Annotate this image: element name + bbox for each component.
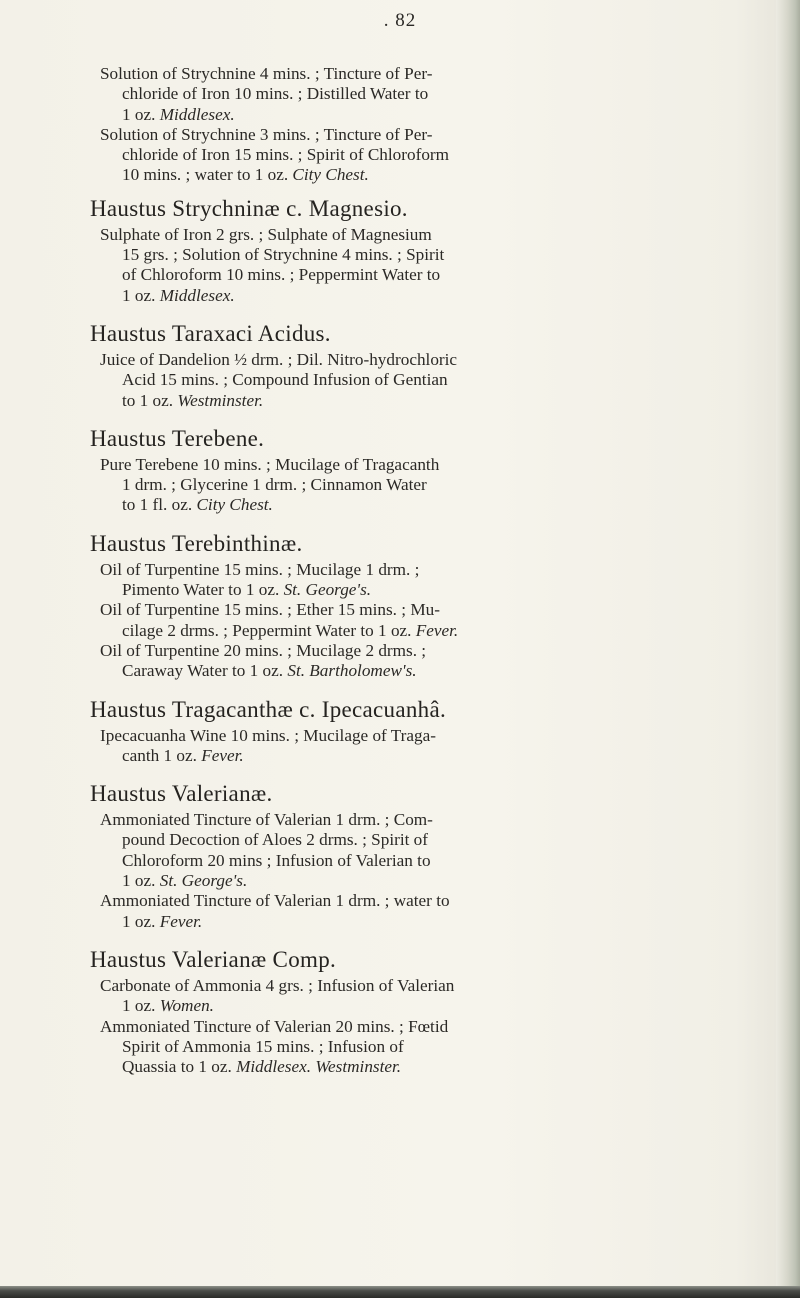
recipe-text: Chloroform 20 mins ; Infusion of Valerian to xyxy=(122,850,431,870)
recipe-line: Carbonate of Ammonia 4 grs. ; Infusion of Valerian xyxy=(100,975,455,995)
recipe-text: 1 oz. xyxy=(122,996,156,1016)
recipe-line-continued xyxy=(100,265,740,285)
recipe-text: 15 grs. ; Solution of Strychnine 4 mins. ; Spirit xyxy=(122,245,445,265)
recipe-text: Acid 15 mins. ; Compound Infusion of Gentian xyxy=(122,370,448,390)
hospital-source: Middlesex. xyxy=(159,104,235,124)
recipe-entry xyxy=(100,225,740,306)
recipe-text: Caraway Water to 1 oz. xyxy=(122,661,284,681)
recipe-entry xyxy=(100,64,740,125)
recipe-line-continued xyxy=(100,370,740,390)
hospital-source: St. George's. xyxy=(283,580,372,600)
recipe-entry xyxy=(100,810,740,891)
recipe-line-continued xyxy=(100,830,740,850)
recipe-line-continued xyxy=(100,1037,740,1057)
hospital-source: Fever. xyxy=(201,745,244,765)
recipe-entry xyxy=(100,560,740,601)
recipe-line: Ammoniated Tincture of Valerian 1 drm. ; Com- xyxy=(100,810,433,830)
recipe-line-continued xyxy=(100,912,740,932)
recipe-entry xyxy=(100,455,740,516)
hospital-source: St. Bartholomew's. xyxy=(287,661,417,681)
recipe-text: chloride of Iron 15 mins. ; Spirit of Chloroform xyxy=(122,145,449,165)
recipe-line-continued xyxy=(100,580,740,600)
hospital-source: City Chest. xyxy=(292,165,369,185)
recipe-line: Solution of Strychnine 3 mins. ; Tincture of Per- xyxy=(100,124,433,144)
recipe-line: Sulphate of Iron 2 grs. ; Sulphate of Magnesium xyxy=(100,224,432,244)
section-heading: Haustus Terebene. xyxy=(90,425,265,451)
recipe-line: Pure Terebene 10 mins. ; Mucilage of Tragacanth xyxy=(100,454,440,474)
recipe-line-continued xyxy=(100,245,740,265)
recipe-text: of Chloroform 10 mins. ; Peppermint Water to xyxy=(122,265,441,285)
recipe-line-continued xyxy=(100,84,740,104)
recipe-text: 1 oz. xyxy=(122,285,156,305)
recipe-line-continued xyxy=(100,621,740,641)
recipe-entry xyxy=(100,350,740,411)
section-heading: Haustus Tragacanthæ c. Ipecacuanhâ. xyxy=(90,696,447,722)
recipe-line-continued xyxy=(100,286,740,306)
recipe-text: Spirit of Ammonia 15 mins. ; Infusion of xyxy=(122,1036,404,1056)
recipe-text: pound Decoction of Aloes 2 drms. ; Spirit of xyxy=(122,830,429,850)
hospital-source: Women. xyxy=(159,996,214,1016)
recipe-line: Oil of Turpentine 15 mins. ; Ether 15 mins. ; Mu- xyxy=(100,600,440,620)
recipe-text: chloride of Iron 10 mins. ; Distilled Water to xyxy=(122,84,429,104)
recipe-entry xyxy=(100,641,740,682)
recipe-line: Ammoniated Tincture of Valerian 1 drm. ; water to xyxy=(100,891,450,911)
recipe-line: Solution of Strychnine 4 mins. ; Tincture of Per- xyxy=(100,64,433,83)
recipe-text: to 1 oz. xyxy=(122,390,174,410)
page-bottom-edge xyxy=(0,1286,800,1298)
section-heading: Haustus Valerianæ Comp. xyxy=(90,946,337,972)
hospital-source: Middlesex. xyxy=(159,285,235,305)
recipe-text: 1 oz. xyxy=(122,871,156,891)
page-number: . 82 xyxy=(383,10,417,31)
recipe-text: 1 oz. xyxy=(122,104,156,124)
recipe-entry xyxy=(100,600,740,641)
recipe-line: Ammoniated Tincture of Valerian 20 mins. ; Fœtid xyxy=(100,1016,449,1036)
section-heading: Haustus Strychninæ c. Magnesio. xyxy=(90,195,408,221)
section-heading: Haustus Terebinthinæ. xyxy=(90,530,303,556)
recipe-line-continued xyxy=(100,996,740,1016)
recipe-entry xyxy=(100,891,740,932)
recipe-text: to 1 fl. oz. xyxy=(122,495,193,515)
recipe-entry xyxy=(100,125,740,186)
recipe-text: Pimento Water to 1 oz. xyxy=(122,580,280,600)
recipe-line-continued xyxy=(100,661,740,681)
recipe-line-continued xyxy=(100,851,740,871)
hospital-source: Middlesex. Westminster. xyxy=(236,1057,402,1077)
hospital-source: Fever. xyxy=(159,911,203,931)
recipe-text: 1 drm. ; Glycerine 1 drm. ; Cinnamon Water xyxy=(122,475,427,495)
recipe-line-continued xyxy=(100,165,740,185)
recipe-entry xyxy=(100,1017,740,1078)
recipe-line-continued xyxy=(100,475,740,495)
hospital-source: Westminster. xyxy=(177,390,264,410)
recipe-line: Juice of Dandelion ½ drm. ; Dil. Nitro-hydrochloric xyxy=(100,349,458,369)
recipe-line: Oil of Turpentine 20 mins. ; Mucilage 2 drms. ; xyxy=(100,640,427,660)
hospital-source: Fever. xyxy=(415,620,459,640)
recipe-line: Oil of Turpentine 15 mins. ; Mucilage 1 drm. ; xyxy=(100,559,420,579)
recipe-line-continued xyxy=(100,391,740,411)
recipe-entry xyxy=(100,726,740,767)
recipe-text: 10 mins. ; water to 1 oz. xyxy=(122,165,289,185)
recipe-text: 1 oz. xyxy=(122,911,156,931)
hospital-source: City Chest. xyxy=(196,495,273,515)
page-content xyxy=(90,64,740,1077)
recipe-entry xyxy=(100,976,740,1017)
recipe-line: Ipecacuanha Wine 10 mins. ; Mucilage of Traga- xyxy=(100,725,436,745)
recipe-line-continued xyxy=(100,1057,740,1077)
section-heading: Haustus Valerianæ. xyxy=(90,781,273,807)
recipe-text: Quassia to 1 oz. xyxy=(122,1057,232,1077)
recipe-text: canth 1 oz. xyxy=(122,745,197,765)
recipe-line-continued xyxy=(100,495,740,515)
hospital-source: St. George's. xyxy=(159,871,248,891)
recipe-text: cilage 2 drms. ; Peppermint Water to 1 oz. xyxy=(122,620,412,640)
recipe-line-continued xyxy=(100,105,740,125)
recipe-line-continued xyxy=(100,746,740,766)
page-edge-shadow xyxy=(776,0,800,1298)
recipe-line-continued xyxy=(100,145,740,165)
recipe-line-continued xyxy=(100,871,740,891)
section-heading: Haustus Taraxaci Acidus. xyxy=(90,320,331,346)
